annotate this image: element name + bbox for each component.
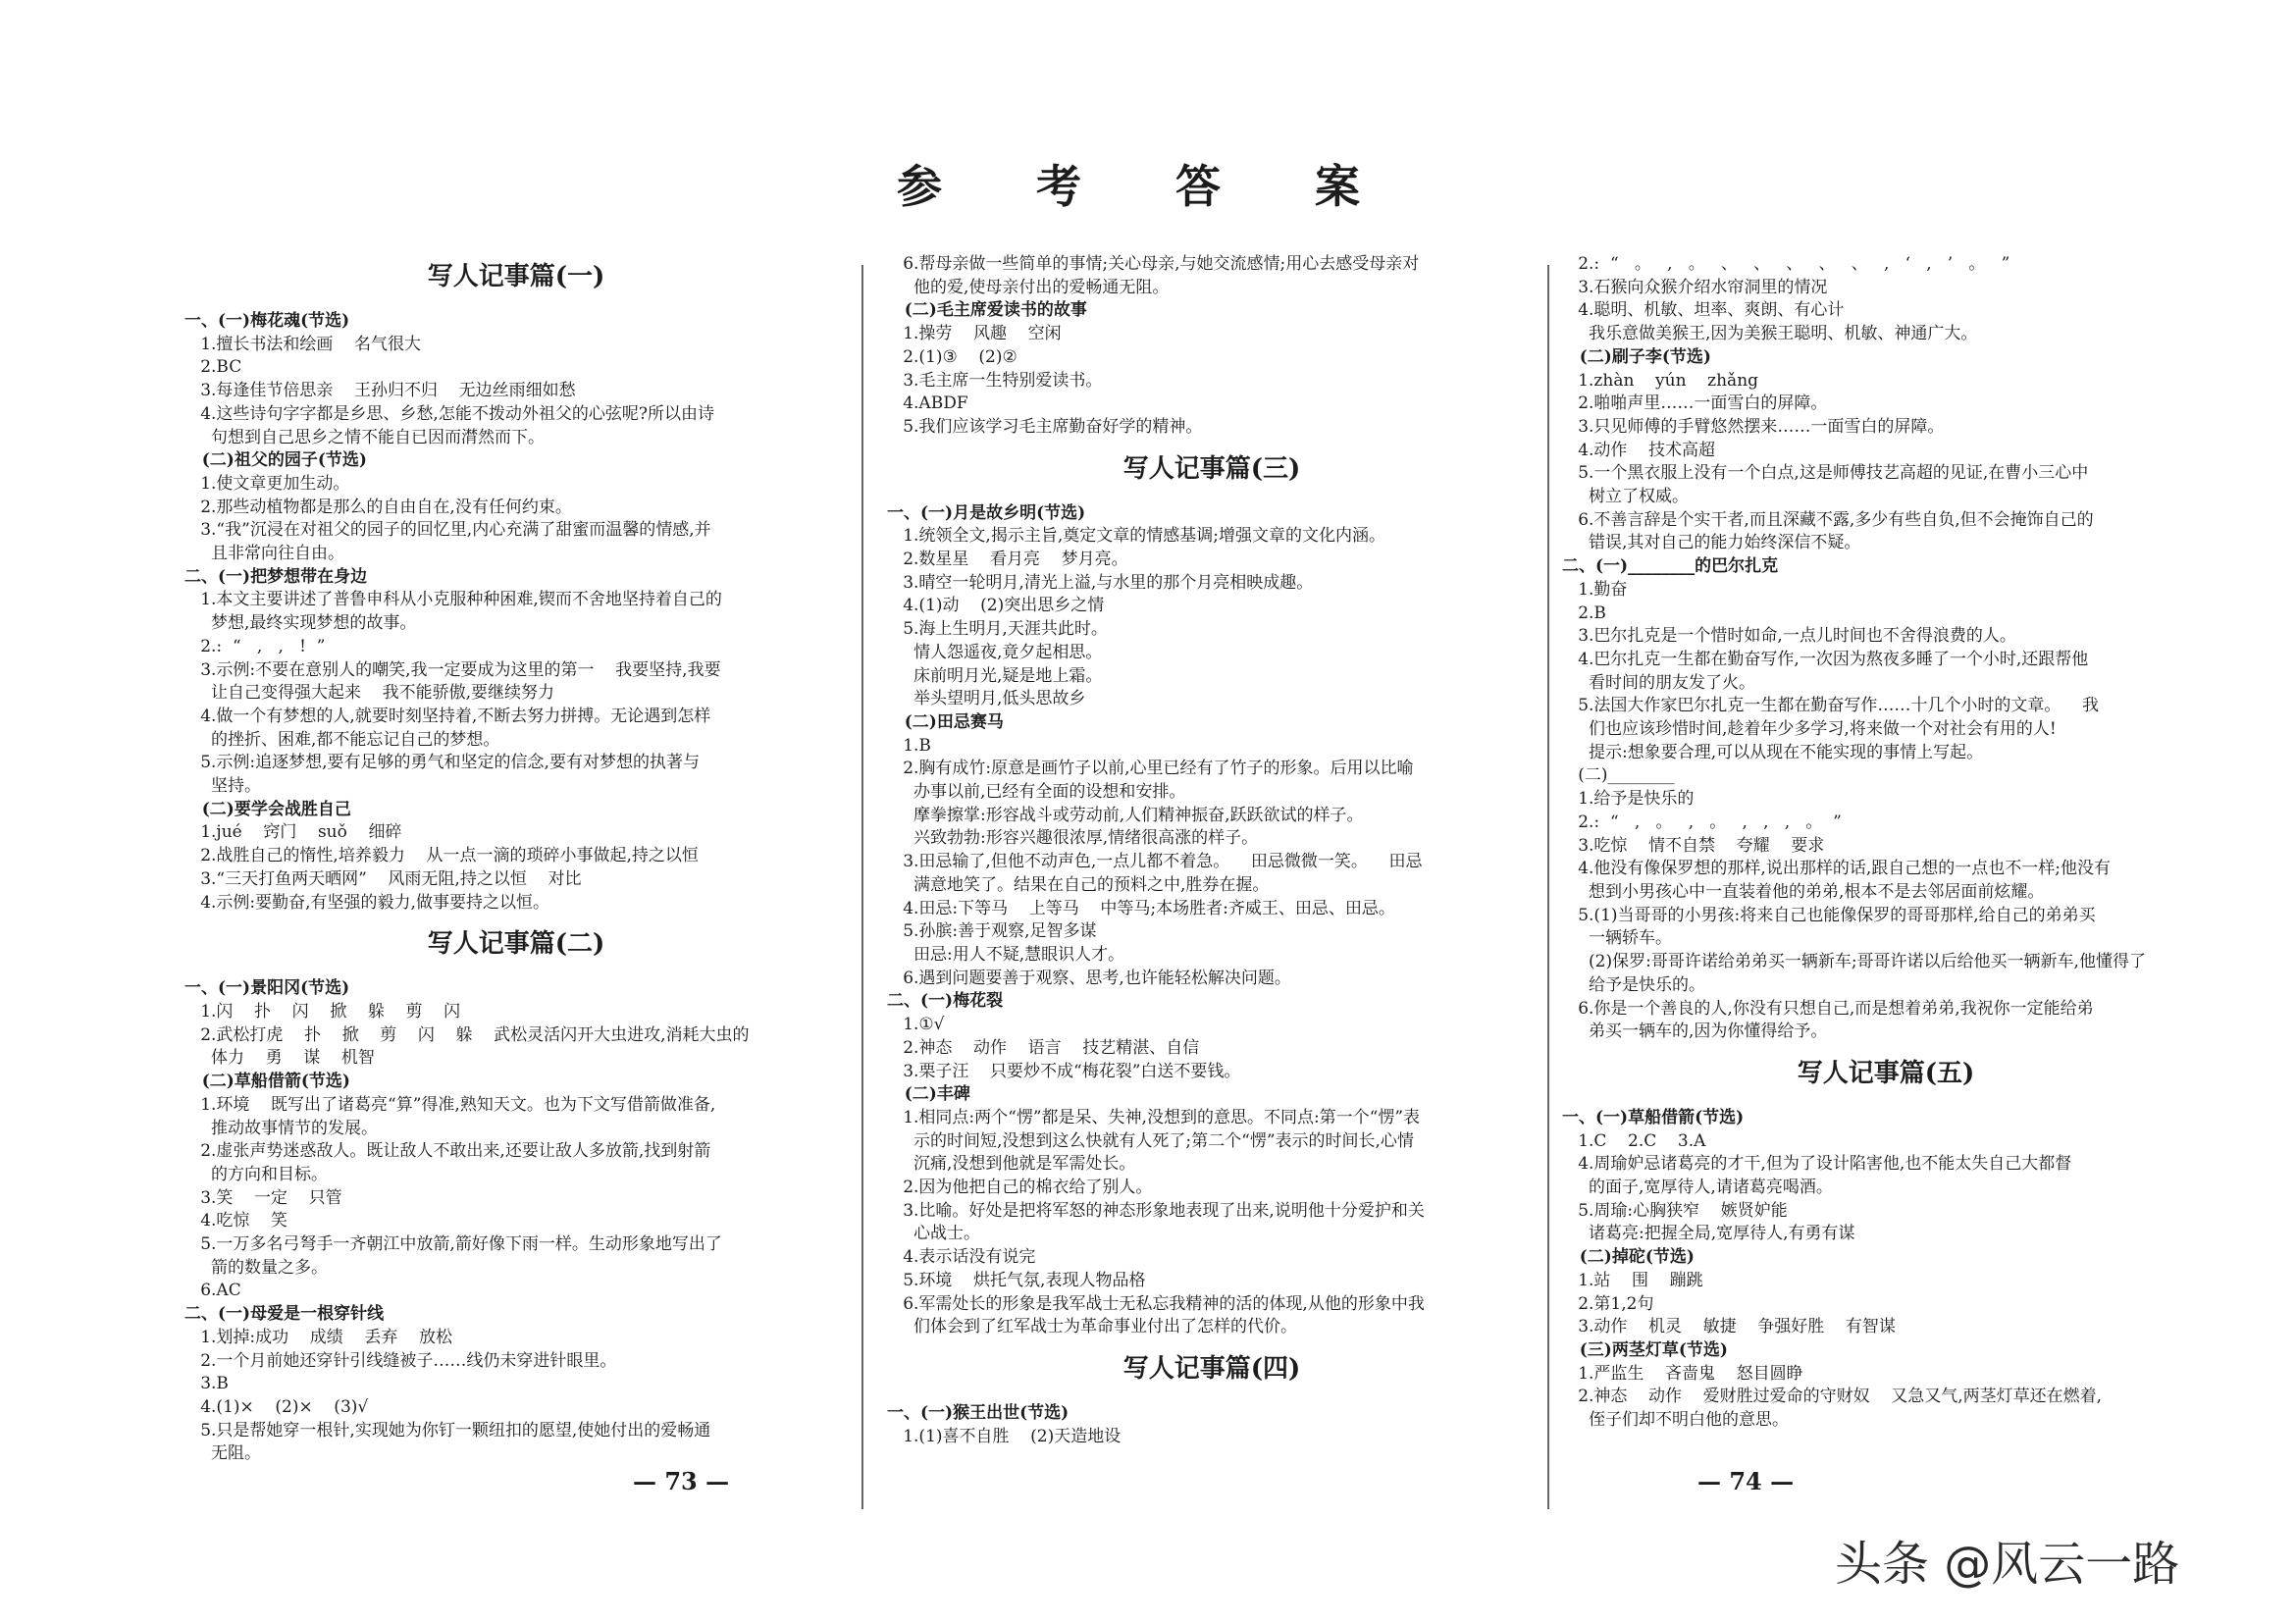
answer-line: 们体会到了红军战士为革命事业付出了怎样的代价。 <box>887 1317 1298 1337</box>
answer-line: 3.“三天打鱼两天晒网” 风雨无阻,持之以恒 对比 <box>184 868 582 889</box>
answer-line: 1.本文主要讲述了普鲁申科从小克服种种困难,锲而不舍地坚持着自己的 <box>184 590 722 610</box>
answer-column-right <box>1562 253 2210 1433</box>
answer-line: 2.(1)③ (2)② <box>887 346 1018 367</box>
section-heading: 写人记事篇(二) <box>427 929 605 960</box>
section-heading: 写人记事篇(三) <box>1122 453 1301 484</box>
answer-line: 6.帮母亲做一些简单的事情;关心母亲,与她交流感情;用心去感受母亲对 <box>887 254 1420 274</box>
answer-line: 3.动作 机灵 敏捷 争强好胜 有智谋 <box>1562 1317 1896 1337</box>
answer-line: 错误,其对自己的能力始终深信不疑。 <box>1562 533 1861 553</box>
answer-line: 床前明月光,疑是地上霜。 <box>887 665 1103 686</box>
answer-line: 4.田忌:下等马 上等马 中等马;本场胜者:齐威王、田忌、田忌。 <box>887 898 1395 918</box>
question-heading: (二)刷子李(节选) <box>1562 346 1711 367</box>
answer-line: 无阻。 <box>184 1443 262 1464</box>
answer-line: 树立了权威。 <box>1562 487 1690 507</box>
answer-line: 3.田忌输了,但他不动声色,一点儿都不着急。 田忌微微一笑。 田忌 <box>887 852 1423 872</box>
answer-line: 6.军需处长的形象是我军战士无私忘我精神的活的体现,从他的形象中我 <box>887 1293 1425 1314</box>
answer-line: 2.BC <box>184 357 242 378</box>
question-heading: 二、(一)把梦想带在身边 <box>184 566 368 587</box>
question-heading: (三)两茎灯草(节选) <box>1562 1339 1728 1360</box>
answer-line: 弟买一辆车的,因为你懂得给予。 <box>1562 1022 1828 1042</box>
answer-line: 且非常向往自由。 <box>184 544 345 564</box>
answer-line: 3.栗子汪 只要炒不成“梅花裂”白送不要钱。 <box>887 1061 1241 1081</box>
answer-line: 5.周瑜:心胸狭窄 嫉贤妒能 <box>1562 1200 1788 1221</box>
answer-line: 办事以前,已经有全面的设想和安排。 <box>887 782 1186 803</box>
answer-line: 3.晴空一轮明月,清光上溢,与水里的那个月亮相映成趣。 <box>887 572 1314 593</box>
answer-line: 心战士。 <box>887 1224 981 1244</box>
answer-line: 5.一万多名弓弩手一齐朝江中放箭,箭好像下雨一样。生动形象地写出了 <box>184 1234 722 1255</box>
question-heading: 一、(一)草船借箭(节选) <box>1562 1107 1745 1127</box>
question-heading: 一、(一)猴王出世(节选) <box>887 1402 1070 1423</box>
answer-line: 4.表示话没有说完 <box>887 1247 1036 1268</box>
answer-line: 3.只见师傅的手臂悠然摆来……一面雪白的屏障。 <box>1562 416 1945 437</box>
answer-line: 1.操劳 风趣 空闲 <box>887 324 1062 344</box>
answer-line: 1.站 围 蹦跳 <box>1562 1270 1703 1290</box>
answer-line: 5.孙膑:善于观察,足智多谋 <box>887 921 1097 942</box>
question-heading: (二)祖父的园子(节选) <box>184 450 367 471</box>
answer-line: 情人怨遥夜,竟夕起相思。 <box>887 642 1103 662</box>
question-heading: (二)田忌赛马 <box>887 711 1004 732</box>
answer-line: 2.第1,2句 <box>1562 1293 1654 1314</box>
answer-line: 沉痛,没想到他就是军需处长。 <box>887 1154 1136 1175</box>
answer-line: 诸葛亮:把握全局,宽厚待人,有勇有谋 <box>1562 1224 1855 1244</box>
answer-line: 看时间的朋友发了火。 <box>1562 672 1756 693</box>
question-heading: (二)丰碑 <box>887 1084 970 1105</box>
answer-line: 示的时间短,没想到这么快就有人死了;第二个“愣”表示的时间长,心情 <box>887 1130 1414 1151</box>
answer-line: 1.给予是快乐的 <box>1562 789 1695 810</box>
answer-line: 兴致勃勃:形容兴趣很浓厚,情绪很高涨的样子。 <box>887 828 1259 849</box>
page-number-74: — 74 — <box>1697 1467 1795 1495</box>
answer-line: 2.: “ , , ! ” <box>184 636 326 656</box>
answer-line: 3.毛主席一生特别爱读书。 <box>887 370 1103 391</box>
answer-line: 梦想,最终实现梦想的故事。 <box>184 613 417 634</box>
answer-line: 1.擅长书法和绘画 名气很大 <box>184 334 422 354</box>
page-number-73: — 73 — <box>633 1467 730 1495</box>
answer-line: 2.战胜自己的惰性,培养毅力 从一点一滴的琐碎小事做起,持之以恒 <box>184 846 699 866</box>
answer-line: 1.统领全文,揭示主旨,奠定文章的情感基调;增强文章的文化内涵。 <box>887 526 1385 547</box>
answer-line: 1.相同点:两个“愣”都是呆、失神,没想到的意思。不同点:第一个“愣”表 <box>887 1107 1421 1127</box>
answer-line: 2.数星星 看月亮 梦月亮。 <box>887 550 1128 570</box>
answer-line: 3.每逢佳节倍思亲 王孙归不归 无边丝雨细如愁 <box>184 381 576 401</box>
answer-line: 1.①√ <box>887 1015 945 1035</box>
answer-line: 4.做一个有梦想的人,就要时刻坚持着,不断去努力拼搏。无论遇到怎样 <box>184 706 711 726</box>
answer-line: 4.周瑜妒忌诸葛亮的才干,但为了设计陷害他,也不能太失自己大都督 <box>1562 1154 2072 1175</box>
answer-line: 2.因为他把自己的棉衣给了别人。 <box>887 1178 1153 1198</box>
question-heading: (二)毛主席爱读书的故事 <box>887 300 1087 321</box>
answer-line: 一辆轿车。 <box>1562 928 1673 949</box>
watermark: 头条 @风云一路 <box>1835 1537 2180 1592</box>
answer-line: 5.我们应该学习毛主席勤奋好学的精神。 <box>887 416 1203 437</box>
question-heading: 二、(一)________的巴尔扎克 <box>1562 556 1779 577</box>
answer-line: 4.巴尔扎克一生都在勤奋写作,一次因为熬夜多睡了一个小时,还跟帮他 <box>1562 649 2089 669</box>
answer-line: 3.示例:不要在意别人的嘲笑,我一定要成为这里的第一 我要坚持,我要 <box>184 659 721 680</box>
answer-line: 2.武松打虎 扑 掀 剪 闪 躲 武松灵活闪开大虫进攻,消耗大虫的 <box>184 1024 750 1045</box>
question-heading: (二)掉砣(节选) <box>1562 1247 1695 1268</box>
answer-line: 1.勤奋 <box>1562 579 1628 600</box>
answer-line: 2.神态 动作 爱财胜过爱命的守财奴 又急又气,两茎灯草还在燃着, <box>1562 1387 2103 1407</box>
answer-line: (二)________ <box>1562 765 1675 786</box>
answer-line: 坚持。 <box>184 776 262 797</box>
answer-line: 1.闪 扑 闪 掀 躲 剪 闪 <box>184 1001 461 1022</box>
answer-line: 3.笑 一定 只管 <box>184 1187 342 1208</box>
answer-line: 2.那些动植物都是那么的自由自在,没有任何约束。 <box>184 497 572 517</box>
answer-line: 2.神态 动作 语言 技艺精湛、自信 <box>887 1037 1200 1058</box>
answer-column-left <box>184 257 848 1466</box>
answer-line: 4.ABDF <box>887 393 968 414</box>
answer-line: 4.示例:要勤奋,有坚强的毅力,做事要持之以恒。 <box>184 892 549 913</box>
answer-line: 2.一个月前她还穿针引线缝被子……线仍未穿进针眼里。 <box>184 1350 617 1371</box>
answer-line: 给予是快乐的。 <box>1562 974 1706 995</box>
answer-line: 的方向和目标。 <box>184 1164 329 1184</box>
answer-line: 2.胸有成竹:原意是画竹子以前,心里已经有了竹子的形象。后用以比喻 <box>887 759 1414 779</box>
answer-line: 2.: “ 。 , 。 、 、 、 、 、 , ‘ , ’ 。 ” <box>1562 254 2010 274</box>
answer-line: 1.B <box>887 735 931 756</box>
answer-line: 2.虚张声势迷惑敌人。既让敌人不敢出来,还要让敌人多放箭,找到射箭 <box>184 1141 711 1162</box>
answer-line: 体力 勇 谋 机智 <box>184 1048 375 1069</box>
answer-line: 5.法国大作家巴尔扎克一生都在勤奋写作……十几个小时的文章。 我 <box>1562 696 2100 716</box>
answer-line: 5.(1)当哥哥的小男孩:将来自己也能像保罗的哥哥那样,给自己的弟弟买 <box>1562 905 2096 925</box>
answer-line: 1.C 2.C 3.A <box>1562 1130 1706 1151</box>
section-heading: 写人记事篇(五) <box>1797 1058 1975 1088</box>
answer-line: 4.聪明、机敏、坦率、爽朗、有心计 <box>1562 300 1845 321</box>
answer-line: 摩拳擦掌:形容战斗或劳动前,人们精神振奋,跃跃欲试的样子。 <box>887 805 1364 825</box>
answer-line: 侄子们却不明白他的意思。 <box>1562 1410 1790 1431</box>
answer-line: 的面子,宽厚待人,请诸葛亮喝酒。 <box>1562 1178 1833 1198</box>
answer-line: 5.示例:追逐梦想,要有足够的勇气和坚定的信念,要有对梦想的执著与 <box>184 753 700 773</box>
answer-line: 6.你是一个善良的人,你没有只想自己,而是想着弟弟,我祝你一定能给弟 <box>1562 998 2094 1019</box>
answer-line: 2.: “ , 。 , 。 , , , 。 ” <box>1562 812 1842 832</box>
answer-line: 3.比喻。好处是把将军怒的神态形象地表现了出来,说明他十分爱护和关 <box>887 1200 1425 1221</box>
answer-line: 6.不善言辞是个实干者,而且深藏不露,多少有些自负,但不会掩饰自己的 <box>1562 509 2094 530</box>
answer-line: 田忌:用人不疑,慧眼识人才。 <box>887 944 1125 965</box>
answer-line: 想到小男孩心中一直装着他的弟弟,根本不是去邻居面前炫耀。 <box>1562 881 2045 902</box>
answer-line: 1.(1)喜不自胜 (2)天造地设 <box>887 1426 1122 1446</box>
answer-line: 5.环境 烘托气氛,表现人物品格 <box>887 1270 1146 1290</box>
answer-line: 2.B <box>1562 602 1606 623</box>
answer-line: 满意地笑了。结果在自己的预料之中,胜券在握。 <box>887 874 1270 895</box>
answer-line: 4.动作 技术高超 <box>1562 440 1716 460</box>
answer-line: 6.AC <box>184 1281 241 1301</box>
answer-line: 1.划掉:成功 成绩 丢弃 放松 <box>184 1327 453 1347</box>
answer-line: 4.这些诗句字字都是乡思、乡愁,怎能不拨动外祖父的心弦呢?所以由诗 <box>184 403 714 424</box>
answer-line: 我乐意做美猴王,因为美猴王聪明、机敏、神通广大。 <box>1562 324 1978 344</box>
answer-line: 4.(1)× (2)× (3)√ <box>184 1396 369 1417</box>
answer-line: 2.啪啪声里……一面雪白的屏障。 <box>1562 393 1828 414</box>
answer-line: 4.他没有像保罗想的那样,说出那样的话,跟自己想的一点也不一样;他没有 <box>1562 859 2111 879</box>
page-title: 参 考 答 案 <box>896 160 1400 213</box>
question-heading: (二)要学会战胜自己 <box>184 799 351 819</box>
answer-line: 4.吃惊 笑 <box>184 1211 288 1231</box>
answer-line: 3.吃惊 情不自禁 夸耀 要求 <box>1562 835 1825 856</box>
question-heading: 一、(一)景阳冈(节选) <box>184 978 350 999</box>
answer-line: 他的爱,使母亲付出的爱畅通无阻。 <box>887 277 1170 297</box>
answer-line: 1.使文章更加生动。 <box>184 473 350 494</box>
answer-line: 们也应该珍惜时间,趁着年少多学习,将来做一个对社会有用的人! <box>1562 719 2057 740</box>
answer-line: 1.环境 既写出了诸葛亮“算”得准,熟知天文。也为下文写借箭做准备, <box>184 1094 716 1115</box>
answer-line: 提示:想象要合理,可以从现在不能实现的事情上写起。 <box>1562 742 1984 762</box>
answer-column-middle <box>887 253 1537 1448</box>
answer-line: 3.巴尔扎克是一个惜时如命,一点儿时间也不舍得浪费的人。 <box>1562 626 2016 647</box>
answer-line: 1.严监生 吝啬鬼 怒目圆睁 <box>1562 1363 1803 1384</box>
answer-line: 的挫折、困难,都不能忘记自己的梦想。 <box>184 729 500 750</box>
answer-line: 5.只是帮她穿一根针,实现她为你钉一颗纽扣的愿望,使她付出的爱畅通 <box>184 1420 711 1441</box>
answer-line: 3.B <box>184 1374 229 1394</box>
column-divider <box>861 265 863 1509</box>
question-heading: 二、(一)母爱是一根穿针线 <box>184 1304 385 1325</box>
answer-line: 箭的数量之多。 <box>184 1257 329 1278</box>
question-heading: 一、(一)梅花魂(节选) <box>184 311 350 331</box>
answer-line: 5.海上生明月,天涯共此时。 <box>887 619 1108 640</box>
question-heading: (二)草船借箭(节选) <box>184 1072 350 1092</box>
answer-line: 5.一个黑衣服上没有一个白点,这是师傅技艺高超的见证,在曹小三心中 <box>1562 463 2089 484</box>
section-heading: 写人记事篇(一) <box>427 262 605 291</box>
answer-line: 6.遇到问题要善于观察、思考,也许能轻松解决问题。 <box>887 968 1291 988</box>
answer-line: 让自己变得强大起来 我不能骄傲,要继续努力 <box>184 683 555 704</box>
column-divider <box>1547 265 1549 1509</box>
answer-line: 1.zhàn yún zhǎng <box>1562 370 1759 391</box>
answer-line: (2)保罗:哥哥许诺给弟弟买一辆新车;哥哥许诺以后给他买一辆新车,他懂得了 <box>1562 952 2146 972</box>
answer-line: 推动故事情节的发展。 <box>184 1118 379 1138</box>
section-heading: 写人记事篇(四) <box>1122 1353 1301 1384</box>
question-heading: 一、(一)月是故乡明(节选) <box>887 502 1086 523</box>
answer-line: 3.石猴向众猴介绍水帘洞里的情况 <box>1562 277 1828 297</box>
question-heading: 二、(一)梅花裂 <box>887 991 1004 1012</box>
answer-line: 3.“我”沉浸在对祖父的园子的回忆里,内心充满了甜蜜而温馨的情感,并 <box>184 520 711 541</box>
answer-line: 举头望明月,低头思故乡 <box>887 689 1086 709</box>
answer-line: 句想到自己思乡之情不能自已因而潸然而下。 <box>184 427 546 447</box>
answer-line: 4.(1)动 (2)突出思乡之情 <box>887 596 1105 616</box>
answer-line: 1.jué 窍门 suǒ 细碎 <box>184 822 402 843</box>
